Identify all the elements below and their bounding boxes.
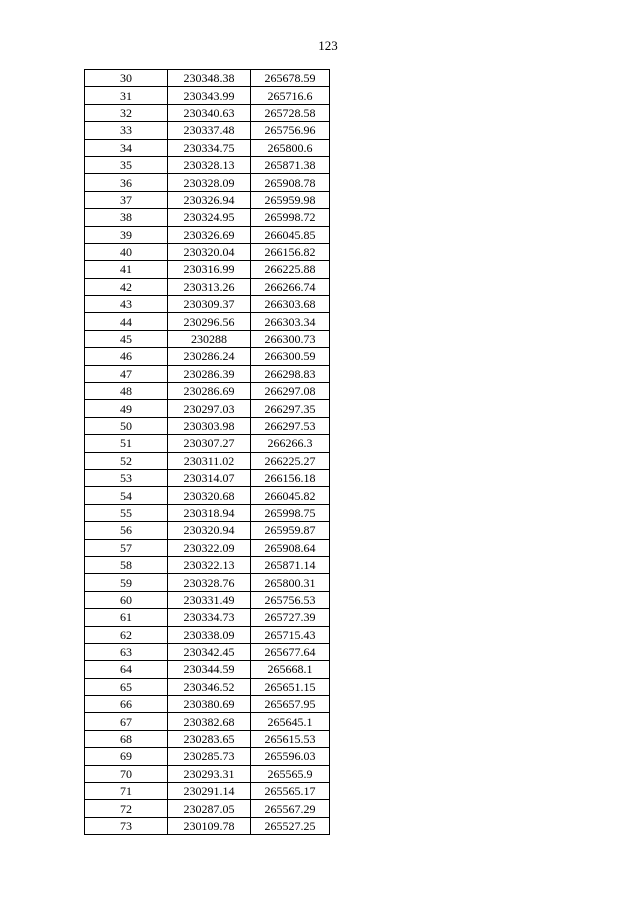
x-coordinate-cell: 230346.52: [168, 678, 251, 695]
y-coordinate-cell: 265871.38: [251, 156, 330, 173]
table-row: [85, 469, 330, 486]
point-number-cell: 37: [85, 191, 168, 208]
table-row: [85, 556, 330, 573]
point-number-cell: 48: [85, 383, 168, 400]
x-coordinate-cell: 230338.09: [168, 626, 251, 643]
y-coordinate-cell: 265800.31: [251, 574, 330, 591]
y-coordinate-cell: 265645.1: [251, 713, 330, 730]
x-coordinate-cell: 230322.13: [168, 556, 251, 573]
table-row: [85, 522, 330, 539]
table-row: [85, 400, 330, 417]
x-coordinate-cell: 230320.94: [168, 522, 251, 539]
point-number-cell: 45: [85, 330, 168, 347]
point-number-cell: 50: [85, 417, 168, 434]
x-coordinate-cell: 230318.94: [168, 504, 251, 521]
x-coordinate-cell: 230314.07: [168, 469, 251, 486]
x-coordinate-cell: 230309.37: [168, 296, 251, 313]
y-coordinate-cell: 266266.74: [251, 278, 330, 295]
table-row: [85, 591, 330, 608]
point-number-cell: 73: [85, 817, 168, 834]
y-coordinate-cell: 265716.6: [251, 87, 330, 104]
x-coordinate-cell: 230320.04: [168, 243, 251, 260]
table-row: [85, 574, 330, 591]
y-coordinate-cell: 265959.98: [251, 191, 330, 208]
x-coordinate-cell: 230380.69: [168, 696, 251, 713]
point-number-cell: 72: [85, 800, 168, 817]
table-row: [85, 678, 330, 695]
point-number-cell: 58: [85, 556, 168, 573]
table-row: [85, 417, 330, 434]
point-number-cell: 31: [85, 87, 168, 104]
table-row: [85, 243, 330, 260]
x-coordinate-cell: 230337.48: [168, 122, 251, 139]
table-row: [85, 661, 330, 678]
y-coordinate-cell: 266303.68: [251, 296, 330, 313]
point-number-cell: 67: [85, 713, 168, 730]
table-row: [85, 504, 330, 521]
y-coordinate-cell: 266298.83: [251, 365, 330, 382]
x-coordinate-cell: 230322.09: [168, 539, 251, 556]
x-coordinate-cell: 230326.94: [168, 191, 251, 208]
point-number-cell: 54: [85, 487, 168, 504]
table-row: [85, 296, 330, 313]
table-row: [85, 817, 330, 834]
x-coordinate-cell: 230326.69: [168, 226, 251, 243]
x-coordinate-cell: 230382.68: [168, 713, 251, 730]
y-coordinate-cell: 266297.53: [251, 417, 330, 434]
x-coordinate-cell: 230348.38: [168, 70, 251, 87]
point-number-cell: 52: [85, 452, 168, 469]
y-coordinate-cell: 266297.35: [251, 400, 330, 417]
y-coordinate-cell: 266297.08: [251, 383, 330, 400]
table-row: [85, 104, 330, 121]
table-row: [85, 174, 330, 191]
x-coordinate-cell: 230286.69: [168, 383, 251, 400]
y-coordinate-cell: 265908.78: [251, 174, 330, 191]
point-number-cell: 59: [85, 574, 168, 591]
y-coordinate-cell: 265565.17: [251, 783, 330, 800]
y-coordinate-cell: 265871.14: [251, 556, 330, 573]
x-coordinate-cell: 230293.31: [168, 765, 251, 782]
point-number-cell: 61: [85, 609, 168, 626]
x-coordinate-cell: 230283.65: [168, 730, 251, 747]
point-number-cell: 64: [85, 661, 168, 678]
coordinates-table: [84, 69, 330, 835]
point-number-cell: 41: [85, 261, 168, 278]
x-coordinate-cell: 230344.59: [168, 661, 251, 678]
x-coordinate-cell: 230285.73: [168, 748, 251, 765]
y-coordinate-cell: 266266.3: [251, 435, 330, 452]
y-coordinate-cell: 265668.1: [251, 661, 330, 678]
y-coordinate-cell: 265727.39: [251, 609, 330, 626]
y-coordinate-cell: 265527.25: [251, 817, 330, 834]
point-number-cell: 71: [85, 783, 168, 800]
x-coordinate-cell: 230313.26: [168, 278, 251, 295]
point-number-cell: 68: [85, 730, 168, 747]
table-row: [85, 156, 330, 173]
y-coordinate-cell: 266156.82: [251, 243, 330, 260]
point-number-cell: 42: [85, 278, 168, 295]
x-coordinate-cell: 230342.45: [168, 643, 251, 660]
coordinates-table-body: [85, 70, 330, 835]
x-coordinate-cell: 230286.39: [168, 365, 251, 382]
point-number-cell: 66: [85, 696, 168, 713]
table-row: [85, 643, 330, 660]
y-coordinate-cell: 265959.87: [251, 522, 330, 539]
point-number-cell: 65: [85, 678, 168, 695]
y-coordinate-cell: 265678.59: [251, 70, 330, 87]
table-row: [85, 383, 330, 400]
y-coordinate-cell: 265651.15: [251, 678, 330, 695]
table-row: [85, 765, 330, 782]
point-number-cell: 57: [85, 539, 168, 556]
point-number-cell: 46: [85, 348, 168, 365]
y-coordinate-cell: 265800.6: [251, 139, 330, 156]
table-row: [85, 487, 330, 504]
x-coordinate-cell: 230328.76: [168, 574, 251, 591]
point-number-cell: 63: [85, 643, 168, 660]
table-row: [85, 696, 330, 713]
point-number-cell: 47: [85, 365, 168, 382]
x-coordinate-cell: 230324.95: [168, 209, 251, 226]
x-coordinate-cell: 230291.14: [168, 783, 251, 800]
y-coordinate-cell: 266300.73: [251, 330, 330, 347]
table-row: [85, 122, 330, 139]
table-row: [85, 139, 330, 156]
y-coordinate-cell: 266045.85: [251, 226, 330, 243]
table-row: [85, 783, 330, 800]
x-coordinate-cell: 230334.73: [168, 609, 251, 626]
x-coordinate-cell: 230307.27: [168, 435, 251, 452]
table-row: [85, 330, 330, 347]
point-number-cell: 44: [85, 313, 168, 330]
table-row: [85, 800, 330, 817]
table-row: [85, 730, 330, 747]
y-coordinate-cell: 266225.27: [251, 452, 330, 469]
y-coordinate-cell: 266045.82: [251, 487, 330, 504]
point-number-cell: 56: [85, 522, 168, 539]
x-coordinate-cell: 230320.68: [168, 487, 251, 504]
x-coordinate-cell: 230328.09: [168, 174, 251, 191]
point-number-cell: 39: [85, 226, 168, 243]
y-coordinate-cell: 266225.88: [251, 261, 330, 278]
point-number-cell: 51: [85, 435, 168, 452]
point-number-cell: 33: [85, 122, 168, 139]
table-row: [85, 261, 330, 278]
y-coordinate-cell: 265908.64: [251, 539, 330, 556]
point-number-cell: 34: [85, 139, 168, 156]
point-number-cell: 35: [85, 156, 168, 173]
y-coordinate-cell: 265756.53: [251, 591, 330, 608]
y-coordinate-cell: 265596.03: [251, 748, 330, 765]
x-coordinate-cell: 230328.13: [168, 156, 251, 173]
y-coordinate-cell: 265657.95: [251, 696, 330, 713]
point-number-cell: 49: [85, 400, 168, 417]
y-coordinate-cell: 265728.58: [251, 104, 330, 121]
table-row: [85, 348, 330, 365]
x-coordinate-cell: 230297.03: [168, 400, 251, 417]
point-number-cell: 70: [85, 765, 168, 782]
point-number-cell: 62: [85, 626, 168, 643]
table-row: [85, 626, 330, 643]
point-number-cell: 38: [85, 209, 168, 226]
point-number-cell: 69: [85, 748, 168, 765]
table-row: [85, 87, 330, 104]
table-row: [85, 70, 330, 87]
table-row: [85, 435, 330, 452]
table-row: [85, 278, 330, 295]
point-number-cell: 60: [85, 591, 168, 608]
x-coordinate-cell: 230334.75: [168, 139, 251, 156]
table-row: [85, 713, 330, 730]
y-coordinate-cell: 265998.72: [251, 209, 330, 226]
y-coordinate-cell: 265998.75: [251, 504, 330, 521]
point-number-cell: 40: [85, 243, 168, 260]
y-coordinate-cell: 265615.53: [251, 730, 330, 747]
table-row: [85, 748, 330, 765]
point-number-cell: 43: [85, 296, 168, 313]
x-coordinate-cell: 230316.99: [168, 261, 251, 278]
x-coordinate-cell: 230287.05: [168, 800, 251, 817]
y-coordinate-cell: 265567.29: [251, 800, 330, 817]
x-coordinate-cell: 230303.98: [168, 417, 251, 434]
y-coordinate-cell: 265565.9: [251, 765, 330, 782]
table-row: [85, 313, 330, 330]
point-number-cell: 53: [85, 469, 168, 486]
table-row: [85, 226, 330, 243]
x-coordinate-cell: 230331.49: [168, 591, 251, 608]
x-coordinate-cell: 230286.24: [168, 348, 251, 365]
point-number-cell: 55: [85, 504, 168, 521]
y-coordinate-cell: 265715.43: [251, 626, 330, 643]
y-coordinate-cell: 266300.59: [251, 348, 330, 365]
table-row: [85, 609, 330, 626]
point-number-cell: 30: [85, 70, 168, 87]
x-coordinate-cell: 230340.63: [168, 104, 251, 121]
x-coordinate-cell: 230288: [168, 330, 251, 347]
table-row: [85, 365, 330, 382]
x-coordinate-cell: 230343.99: [168, 87, 251, 104]
table-row: [85, 452, 330, 469]
x-coordinate-cell: 230296.56: [168, 313, 251, 330]
point-number-cell: 32: [85, 104, 168, 121]
point-number-cell: 36: [85, 174, 168, 191]
y-coordinate-cell: 266156.18: [251, 469, 330, 486]
page-number: 123: [318, 38, 338, 53]
x-coordinate-cell: 230109.78: [168, 817, 251, 834]
y-coordinate-cell: 265677.64: [251, 643, 330, 660]
table-row: [85, 191, 330, 208]
y-coordinate-cell: 266303.34: [251, 313, 330, 330]
y-coordinate-cell: 265756.96: [251, 122, 330, 139]
table-row: [85, 539, 330, 556]
table-row: [85, 209, 330, 226]
x-coordinate-cell: 230311.02: [168, 452, 251, 469]
